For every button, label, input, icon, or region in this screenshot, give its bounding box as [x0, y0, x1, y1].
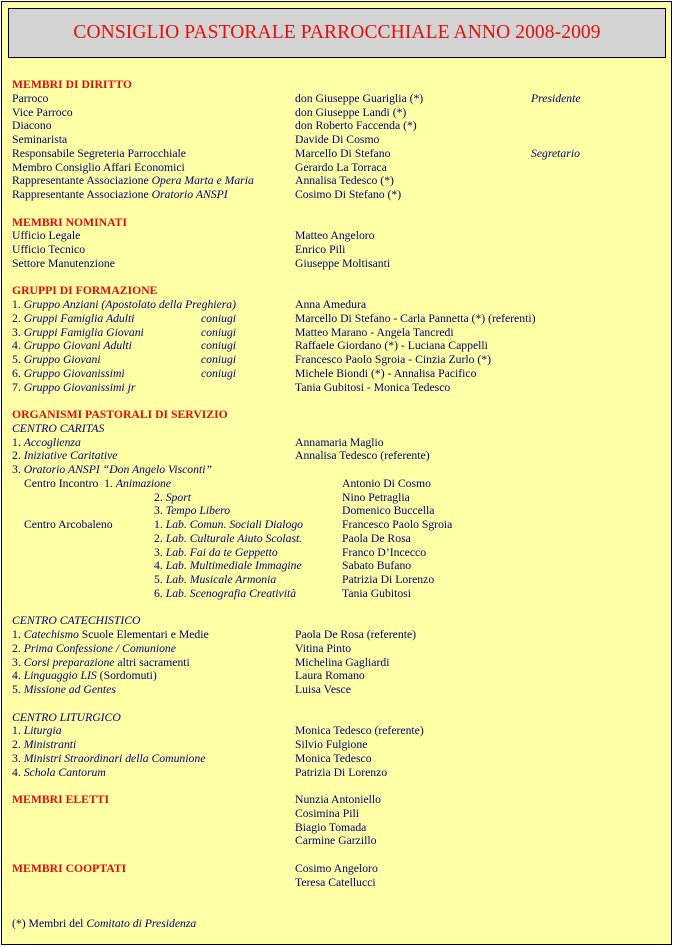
member-name: Cosimina Pili: [295, 806, 359, 820]
list-item: [12, 628, 667, 642]
section-heading-membri-eletti: MEMBRI ELETTI: [12, 793, 110, 806]
list-item: [12, 188, 667, 202]
group-role: coniugi: [201, 311, 237, 325]
list-item: [12, 752, 667, 766]
list-item: [12, 587, 667, 601]
list-item: [12, 504, 667, 518]
role: Ufficio Legale: [12, 229, 81, 243]
list-item: [12, 642, 667, 656]
list-item: [12, 298, 667, 312]
list-item: [12, 147, 667, 161]
service-label: 1. Catechismo Scuole Elementari e Medie: [12, 628, 209, 641]
group-label: 4. Gruppo Giovani Adulti: [12, 339, 132, 353]
member-name: Sabato Bufano: [342, 559, 412, 573]
member-name: Nino Petraglia: [342, 490, 410, 504]
role: Settore Manutenzione: [12, 256, 115, 270]
member-name: Francesco Paolo Sgroia - Cinzia Zurlo (*): [295, 353, 492, 366]
list-item: [12, 243, 667, 257]
list-item: [12, 573, 667, 587]
member-name: Marcello Di Stefano - Carla Pannetta (*) (referenti): [295, 311, 536, 325]
group-label: 7. Gruppo Giovanissimi jr: [12, 380, 136, 394]
list-item: [12, 546, 667, 560]
member-name: Annalisa Tedesco (*): [295, 174, 394, 188]
list-item: [12, 669, 667, 683]
member-name: Enrico Pili: [295, 243, 346, 256]
subsection-title-catechistico: CENTRO CATECHISTICO: [12, 614, 141, 628]
list-item: [12, 876, 667, 890]
member-name: Anna Amedura: [295, 298, 367, 311]
group-label: 6. Gruppo Giovanissimi: [12, 366, 125, 380]
member-name: Paola De Rosa: [342, 531, 411, 545]
group-label: 1. Gruppo Anziani (Apostolato della Preghiera): [12, 298, 237, 311]
member-name: Raffaele Giordano (*) - Luciana Cappelli: [295, 339, 488, 353]
list-item: [12, 477, 667, 491]
member-name: don Giuseppe Landi (*): [295, 105, 407, 119]
member-name: Cosimo Di Stefano (*): [295, 188, 402, 201]
member-name: don Giuseppe Guariglia (*): [295, 91, 424, 105]
service-label: 4. Linguaggio LIS (Sordomuti): [12, 669, 157, 683]
list-item: [12, 381, 667, 395]
member-name: Nunzia Antoniello: [295, 793, 382, 806]
member-name: Francesco Paolo Sgroia: [342, 518, 453, 531]
list-item: [12, 229, 667, 243]
role: Vice Parroco: [12, 105, 73, 119]
content: [12, 78, 667, 931]
service-label: 2. Iniziative Caritative: [12, 449, 118, 463]
service-label: 3. Ministri Straordinari della Comunione: [12, 751, 206, 765]
list-item: [12, 738, 667, 752]
member-name: Matteo Marano - Angela Tancredi: [295, 325, 454, 339]
member-name: Annamaria Maglio: [295, 435, 384, 449]
group-label: 5. Gruppo Giovani: [12, 353, 101, 366]
list-item: [12, 821, 667, 835]
service-label: 4. Schola Cantorum: [12, 765, 106, 779]
list-item: [12, 518, 667, 532]
group-role: coniugi: [201, 353, 237, 366]
group-role: coniugi: [201, 325, 237, 339]
member-name: Laura Romano: [295, 669, 365, 683]
member-name: Gerardo La Torraca: [295, 160, 387, 174]
role: Membro Consiglio Affari Economici: [12, 160, 185, 174]
role-note: Segretario: [531, 146, 580, 160]
section-heading-membri-cooptati: MEMBRI COOPTATI: [12, 861, 127, 875]
section-heading-gruppi-di-formazione: GRUPPI DI FORMAZIONE: [12, 284, 158, 298]
document-page: [1, 1, 672, 945]
group-label: 3. Gruppi Famiglia Giovani: [12, 325, 144, 339]
role: Responsabile Segreteria Parrocchiale: [12, 146, 186, 160]
member-name: Michele Biondi (*) - Annalisa Pacifico: [295, 366, 477, 380]
group-label: 2. Gruppi Famiglia Adulti: [12, 311, 135, 325]
member-name: Monica Tedesco (referente): [295, 724, 424, 738]
role: Rappresentante Associazione Oratorio ANSPI: [12, 188, 228, 201]
list-item: [12, 807, 667, 821]
subsection-title-caritas: CENTRO CARITAS: [12, 421, 105, 435]
list-item: [12, 766, 667, 780]
service-label: 4. Lab. Multimediale Immagine: [154, 559, 302, 573]
member-name: Antonio Di Cosmo: [342, 476, 431, 490]
service-label: 3. Lab. Fai da te Geppetto: [154, 545, 278, 559]
list-item: [12, 463, 667, 477]
list-item: [12, 724, 667, 738]
list-item: [12, 161, 667, 175]
member-name: Matteo Angeloro: [295, 229, 375, 243]
member-name: Davide Di Cosmo: [295, 133, 380, 146]
list-item: [12, 367, 667, 381]
service-label: 2. Ministranti: [12, 738, 77, 751]
role: Seminarista: [12, 133, 68, 146]
service-label: 3. Corsi preparazione altri sacramenti: [12, 655, 190, 669]
list-item: [12, 793, 667, 807]
role-note: Presidente: [531, 91, 581, 105]
service-label: 2. Prima Confessione / Comunione: [12, 641, 176, 655]
member-name: Patrizia Di Lorenzo: [342, 573, 435, 586]
role: Diacono: [12, 119, 52, 133]
list-item: [12, 312, 667, 326]
list-item: [12, 133, 667, 147]
member-name: Cosimo Angeloro: [295, 861, 378, 875]
list-item: [12, 339, 667, 353]
member-name: Giuseppe Moltisanti: [295, 256, 391, 270]
list-item: [12, 449, 667, 463]
member-name: Vitina Pinto: [295, 641, 352, 655]
list-item: [12, 834, 667, 848]
member-name: Annalisa Tedesco (referente): [295, 449, 430, 463]
member-name: Carmine Garzillo: [295, 834, 377, 848]
member-name: Domenico Buccella: [342, 504, 435, 518]
member-name: Luisa Vesce: [295, 683, 351, 696]
list-item: [12, 683, 667, 697]
service-label: 1. Lab. Comun. Sociali Dialogo: [154, 518, 304, 531]
service-label: 2. Lab. Culturale Aiuto Scolast.: [154, 531, 303, 545]
service-label: 6. Lab. Scenografia Creatività: [154, 586, 297, 600]
section-heading-membri-di-diritto: MEMBRI DI DIRITTO: [12, 78, 132, 91]
page-title: CONSIGLIO PASTORALE PARROCCHIALE ANNO 2008-2009: [73, 22, 601, 43]
centre-label: Centro Arcobaleno: [24, 518, 113, 531]
section-heading-membri-nominati: MEMBRI NOMINATI: [12, 215, 128, 229]
list-item: [12, 559, 667, 573]
list-item: [12, 119, 667, 133]
member-name: Paola De Rosa (referente): [295, 628, 417, 641]
title-box: [8, 8, 666, 58]
member-name: Biagio Tomada: [295, 820, 367, 834]
member-name: Tania Gubitosi - Monica Tedesco: [295, 380, 451, 394]
list-item: [12, 862, 667, 876]
list-item: [12, 532, 667, 546]
member-name: Teresa Catellucci: [295, 875, 376, 889]
service-label: 5. Lab. Musicale Armonia: [154, 573, 277, 586]
role: Rappresentante Associazione Opera Marta e Maria: [12, 174, 254, 188]
member-name: Franco D’Incecco: [342, 545, 427, 559]
member-name: Michelina Gagliardi: [295, 655, 390, 669]
service-label: 1. Accoglienza: [12, 435, 81, 449]
list-item: [12, 174, 667, 188]
service-label: 1. Liturgia: [12, 724, 62, 738]
member-name: Marcello Di Stefano: [295, 146, 391, 160]
service-label: 3. Oratorio ANSPI “Don Angelo Visconti”: [12, 463, 212, 476]
list-item: [12, 326, 667, 340]
role: Ufficio Tecnico: [12, 243, 86, 256]
group-role: coniugi: [201, 366, 237, 380]
list-item: [12, 92, 667, 106]
member-name: Tania Gubitosi: [342, 586, 411, 600]
list-item: [12, 257, 667, 271]
member-name: don Roberto Faccenda (*): [295, 119, 417, 133]
list-item: [12, 353, 667, 367]
section-heading-organismi-pastorali: ORGANISMI PASTORALI DI SERVIZIO: [12, 408, 228, 421]
group-role: coniugi: [201, 339, 237, 353]
list-item: [12, 436, 667, 450]
role: Parroco: [12, 91, 49, 105]
service-label: 5. Missione ad Gentes: [12, 683, 116, 696]
member-name: Patrizia Di Lorenzo: [295, 765, 388, 779]
subsection-title-liturgico: CENTRO LITURGICO: [12, 710, 121, 724]
list-item: [12, 656, 667, 670]
list-item: [12, 106, 667, 120]
service-label: 3. Tempo Libero: [154, 504, 231, 518]
service-label: 2. Sport: [154, 490, 192, 504]
member-name: Silvio Fulgione: [295, 738, 368, 751]
member-name: Monica Tedesco: [295, 751, 372, 765]
list-item: [12, 491, 667, 505]
centre-label: Centro Incontro 1. Animazione: [24, 476, 172, 490]
footnote: (*) Membri del Comitato di Presidenza: [12, 916, 197, 930]
